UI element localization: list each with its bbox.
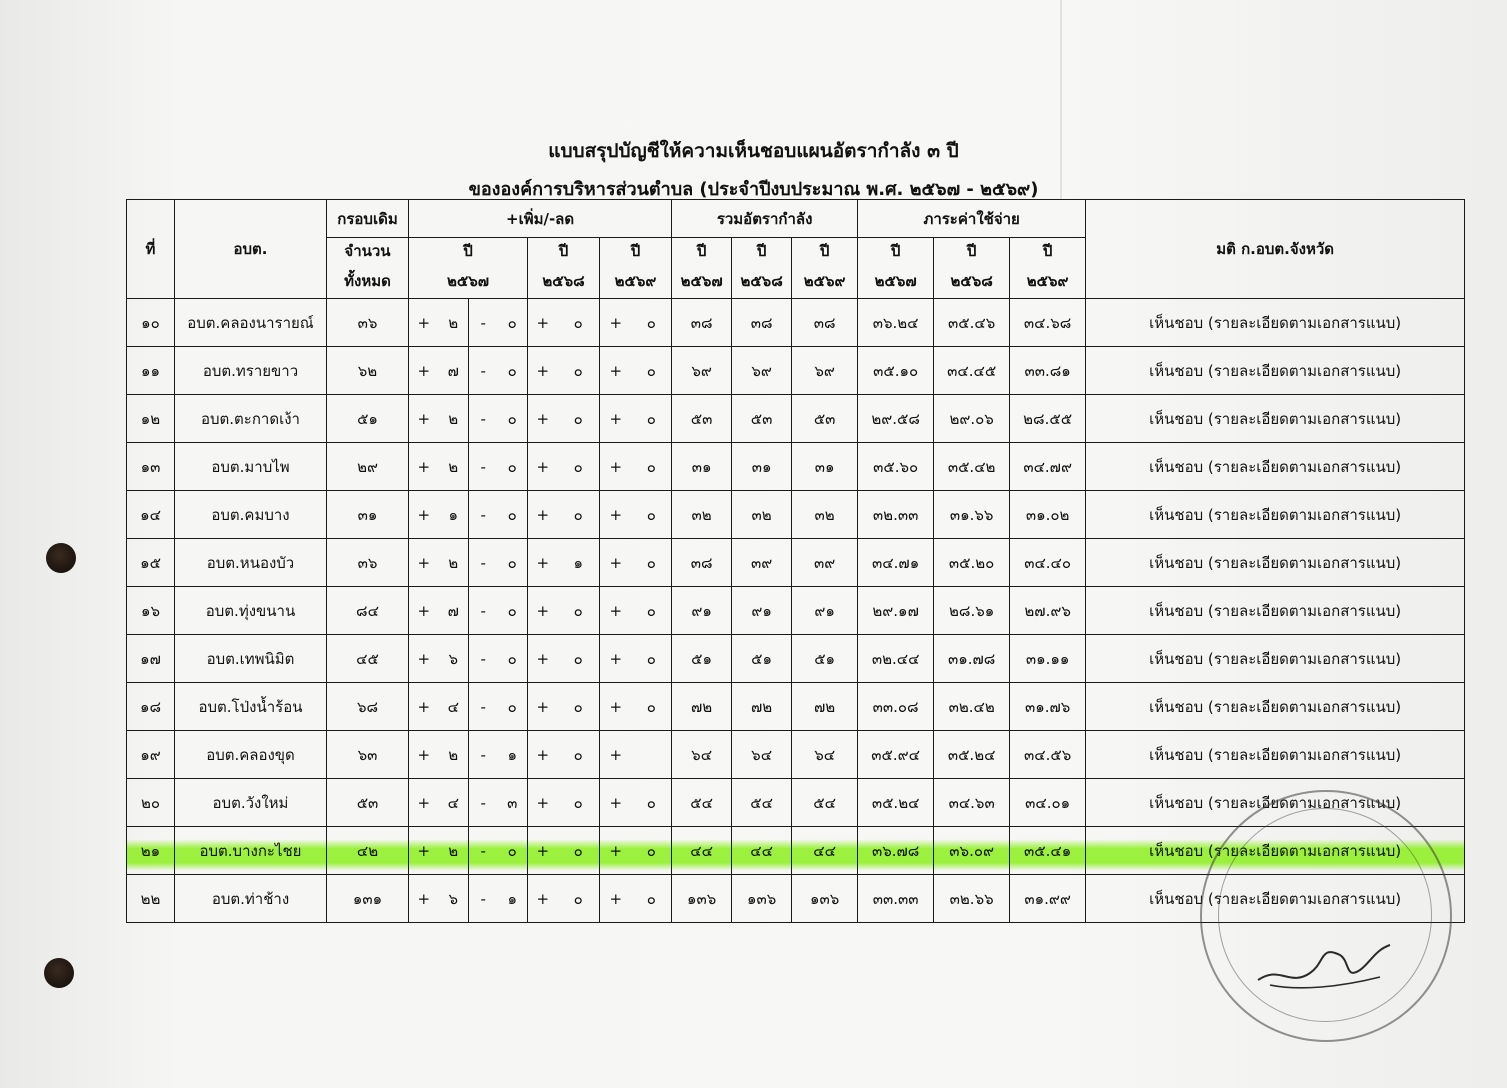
plus-sign-2568-cell: +	[528, 875, 558, 923]
total-2568-cell: ๖๙	[732, 347, 792, 395]
expense-2567-cell: ๓๕.๒๔	[858, 779, 934, 827]
org-name-cell: อบต.บางกะไชย	[175, 827, 327, 875]
change-2569-cell: ๐	[632, 347, 672, 395]
header-change-year69: ๒๕๖๙	[600, 264, 672, 299]
plus-sign-2569-cell: +	[600, 779, 632, 827]
header-total-year67-word: ปี	[672, 238, 732, 265]
header-resolution: มติ ก.อบต.จังหวัด	[1086, 200, 1465, 299]
header-change: +เพิ่ม/-ลด	[409, 200, 672, 238]
increase-2567-cell: ๒	[439, 443, 469, 491]
header-expense-year68: ๒๕๖๘	[934, 264, 1010, 299]
resolution-cell: เห็นชอบ (รายละเอียดตามเอกสารแนบ)	[1086, 875, 1465, 923]
plus-sign-2567-cell: +	[409, 491, 439, 539]
original-count-cell: ๖๘	[327, 683, 409, 731]
decrease-2567-cell: ๐	[498, 347, 528, 395]
original-count-cell: ๘๔	[327, 587, 409, 635]
original-count-cell: ๔๒	[327, 827, 409, 875]
minus-sign-2567-cell: -	[469, 635, 498, 683]
row-number-cell: ๑๑	[127, 347, 175, 395]
plus-sign-2568-cell: +	[528, 683, 558, 731]
plus-sign-2567-cell: +	[409, 827, 439, 875]
table-row	[127, 443, 1465, 491]
plus-sign-2569-cell: +	[600, 731, 632, 779]
expense-2567-cell: ๓๓.๓๓	[858, 875, 934, 923]
total-2568-cell: ๓๘	[732, 299, 792, 347]
plus-sign-2569-cell: +	[600, 683, 632, 731]
table-row	[127, 635, 1465, 683]
total-2569-cell: ๓๘	[792, 299, 858, 347]
original-count-cell: ๖๓	[327, 731, 409, 779]
change-2568-cell: ๐	[558, 443, 600, 491]
table-row	[127, 491, 1465, 539]
header-change-year67-word: ปี	[409, 238, 528, 265]
change-2568-cell: ๐	[558, 587, 600, 635]
plus-sign-2567-cell: +	[409, 875, 439, 923]
total-2569-cell: ๖๙	[792, 347, 858, 395]
change-2568-cell: ๐	[558, 875, 600, 923]
change-2569-cell: ๐	[632, 875, 672, 923]
decrease-2567-cell: ๐	[498, 635, 528, 683]
plus-sign-2569-cell: +	[600, 875, 632, 923]
expense-2568-cell: ๓๑.๗๘	[934, 635, 1010, 683]
change-2569-cell: ๐	[632, 539, 672, 587]
expense-2568-cell: ๓๕.๔๒	[934, 443, 1010, 491]
total-2567-cell: ๗๒	[672, 683, 732, 731]
org-name-cell: อบต.เทพนิมิต	[175, 635, 327, 683]
minus-sign-2567-cell: -	[469, 731, 498, 779]
increase-2567-cell: ๑	[439, 491, 469, 539]
plus-sign-2569-cell: +	[600, 539, 632, 587]
table-row	[127, 731, 1465, 779]
total-2569-cell: ๕๓	[792, 395, 858, 443]
expense-2567-cell: ๓๕.๑๐	[858, 347, 934, 395]
total-2567-cell: ๔๔	[672, 827, 732, 875]
decrease-2567-cell: ๑	[498, 875, 528, 923]
expense-2568-cell: ๓๕.๒๐	[934, 539, 1010, 587]
minus-sign-2567-cell: -	[469, 587, 498, 635]
minus-sign-2567-cell: -	[469, 347, 498, 395]
plus-sign-2568-cell: +	[528, 587, 558, 635]
decrease-2567-cell: ๐	[498, 395, 528, 443]
change-2569-cell: ๐	[632, 299, 672, 347]
expense-2569-cell: ๓๔.๐๑	[1010, 779, 1086, 827]
plus-sign-2567-cell: +	[409, 347, 439, 395]
row-number-cell: ๑๘	[127, 683, 175, 731]
org-name-cell: อบต.คลองขุด	[175, 731, 327, 779]
table-row	[127, 395, 1465, 443]
header-change-year67: ๒๕๖๗	[409, 264, 528, 299]
header-expense-year69: ๒๕๖๙	[1010, 264, 1086, 299]
row-number-cell: ๑๕	[127, 539, 175, 587]
table-row	[127, 299, 1465, 347]
plus-sign-2568-cell: +	[528, 299, 558, 347]
expense-2568-cell: ๓๕.๔๖	[934, 299, 1010, 347]
change-2569-cell: ๐	[632, 491, 672, 539]
org-name-cell: อบต.ท่าช้าง	[175, 875, 327, 923]
row-number-cell: ๑๓	[127, 443, 175, 491]
plus-sign-2567-cell: +	[409, 587, 439, 635]
plus-sign-2569-cell: +	[600, 491, 632, 539]
expense-2569-cell: ๓๑.๑๑	[1010, 635, 1086, 683]
minus-sign-2567-cell: -	[469, 827, 498, 875]
change-2568-cell: ๐	[558, 299, 600, 347]
org-name-cell: อบต.ตะกาดเง้า	[175, 395, 327, 443]
total-2569-cell: ๙๑	[792, 587, 858, 635]
plus-sign-2568-cell: +	[528, 827, 558, 875]
expense-2569-cell: ๓๔.๔๐	[1010, 539, 1086, 587]
increase-2567-cell: ๖	[439, 875, 469, 923]
total-2569-cell: ๑๓๖	[792, 875, 858, 923]
expense-2567-cell: ๓๒.๓๓	[858, 491, 934, 539]
expense-2569-cell: ๓๔.๕๖	[1010, 731, 1086, 779]
expense-2568-cell: ๓๑.๖๖	[934, 491, 1010, 539]
header-total: รวมอัตรากำลัง	[672, 200, 858, 238]
minus-sign-2567-cell: -	[469, 443, 498, 491]
plus-sign-2569-cell: +	[600, 443, 632, 491]
expense-2568-cell: ๓๔.๖๓	[934, 779, 1010, 827]
org-name-cell: อบต.ทุ่งขนาน	[175, 587, 327, 635]
decrease-2567-cell: ๐	[498, 491, 528, 539]
row-number-cell: ๒๒	[127, 875, 175, 923]
expense-2569-cell: ๓๔.๗๙	[1010, 443, 1086, 491]
row-number-cell: ๒๐	[127, 779, 175, 827]
increase-2567-cell: ๖	[439, 635, 469, 683]
plus-sign-2568-cell: +	[528, 539, 558, 587]
row-number-cell: ๒๑	[127, 827, 175, 875]
total-2568-cell: ๓๒	[732, 491, 792, 539]
total-2568-cell: ๔๔	[732, 827, 792, 875]
expense-2569-cell: ๓๓.๘๑	[1010, 347, 1086, 395]
change-2568-cell: ๐	[558, 827, 600, 875]
header-change-year68: ๒๕๖๘	[528, 264, 600, 299]
total-2569-cell: ๓๑	[792, 443, 858, 491]
plus-sign-2568-cell: +	[528, 491, 558, 539]
row-number-cell: ๑๐	[127, 299, 175, 347]
resolution-cell: เห็นชอบ (รายละเอียดตามเอกสารแนบ)	[1086, 395, 1465, 443]
row-number-cell: ๑๙	[127, 731, 175, 779]
plus-sign-2569-cell: +	[600, 827, 632, 875]
expense-2569-cell: ๓๑.๐๒	[1010, 491, 1086, 539]
org-name-cell: อบต.โป่งน้ำร้อน	[175, 683, 327, 731]
header-total-year69: ๒๕๖๙	[792, 264, 858, 299]
header-original-sub2: ทั้งหมด	[327, 264, 409, 299]
increase-2567-cell: ๔	[439, 779, 469, 827]
header-org: อบต.	[175, 200, 327, 299]
original-count-cell: ๔๕	[327, 635, 409, 683]
change-2568-cell: ๐	[558, 731, 600, 779]
increase-2567-cell: ๒	[439, 731, 469, 779]
change-2568-cell: ๐	[558, 635, 600, 683]
total-2568-cell: ๕๓	[732, 395, 792, 443]
expense-2569-cell: ๓๕.๔๑	[1010, 827, 1086, 875]
plus-sign-2569-cell: +	[600, 587, 632, 635]
original-count-cell: ๑๓๑	[327, 875, 409, 923]
expense-2567-cell: ๒๙.๑๗	[858, 587, 934, 635]
plus-sign-2569-cell: +	[600, 395, 632, 443]
expense-2567-cell: ๓๒.๔๔	[858, 635, 934, 683]
header-expense-year67: ๒๕๖๗	[858, 264, 934, 299]
resolution-cell: เห็นชอบ (รายละเอียดตามเอกสารแนบ)	[1086, 443, 1465, 491]
change-2569-cell: ๐	[632, 635, 672, 683]
total-2569-cell: ๔๔	[792, 827, 858, 875]
plus-sign-2567-cell: +	[409, 779, 439, 827]
header-original: กรอบเดิม	[327, 200, 409, 238]
row-number-cell: ๑๒	[127, 395, 175, 443]
header-total-year68: ๒๕๖๘	[732, 264, 792, 299]
expense-2568-cell: ๓๒.๔๒	[934, 683, 1010, 731]
total-2568-cell: ๓๙	[732, 539, 792, 587]
plus-sign-2567-cell: +	[409, 683, 439, 731]
total-2568-cell: ๓๑	[732, 443, 792, 491]
total-2567-cell: ๕๔	[672, 779, 732, 827]
document-subtitle: ขององค์การบริหารส่วนตำบล (ประจำปีงบประมาณ พ.ศ. ๒๕๖๗ - ๒๕๖๙)	[468, 179, 1039, 200]
expense-2569-cell: ๓๑.๗๖	[1010, 683, 1086, 731]
increase-2567-cell: ๒	[439, 827, 469, 875]
total-2567-cell: ๑๓๖	[672, 875, 732, 923]
change-2568-cell: ๐	[558, 347, 600, 395]
expense-2568-cell: ๓๕.๒๔	[934, 731, 1010, 779]
expense-2567-cell: ๓๖.๗๘	[858, 827, 934, 875]
total-2569-cell: ๓๒	[792, 491, 858, 539]
total-2569-cell: ๓๙	[792, 539, 858, 587]
decrease-2567-cell: ๐	[498, 587, 528, 635]
resolution-cell: เห็นชอบ (รายละเอียดตามเอกสารแนบ)	[1086, 347, 1465, 395]
expense-2569-cell: ๓๔.๖๘	[1010, 299, 1086, 347]
total-2568-cell: ๕๑	[732, 635, 792, 683]
total-2567-cell: ๕๑	[672, 635, 732, 683]
change-2568-cell: ๐	[558, 683, 600, 731]
plus-sign-2567-cell: +	[409, 731, 439, 779]
expense-2569-cell: ๒๗.๙๖	[1010, 587, 1086, 635]
total-2567-cell: ๓๒	[672, 491, 732, 539]
original-count-cell: ๕๓	[327, 779, 409, 827]
total-2569-cell: ๗๒	[792, 683, 858, 731]
decrease-2567-cell: ๓	[498, 779, 528, 827]
document-title: แบบสรุปบัญชีให้ความเห็นชอบแผนอัตรากำลัง ๓ ปี	[548, 140, 959, 162]
plus-sign-2568-cell: +	[528, 635, 558, 683]
expense-2569-cell: ๓๑.๙๙	[1010, 875, 1086, 923]
plus-sign-2567-cell: +	[409, 539, 439, 587]
resolution-cell: เห็นชอบ (รายละเอียดตามเอกสารแนบ)	[1086, 731, 1465, 779]
handwritten-signature	[1250, 925, 1400, 995]
expense-2568-cell: ๒๘.๖๑	[934, 587, 1010, 635]
change-2569-cell: ๐	[632, 395, 672, 443]
change-2568-cell: ๑	[558, 539, 600, 587]
expense-2568-cell: ๓๒.๖๖	[934, 875, 1010, 923]
total-2569-cell: ๕๔	[792, 779, 858, 827]
expense-2567-cell: ๒๙.๕๘	[858, 395, 934, 443]
header-expense-year69-word: ปี	[1010, 238, 1086, 265]
total-2567-cell: ๙๑	[672, 587, 732, 635]
change-2569-cell: ๐	[632, 443, 672, 491]
table-row	[127, 539, 1465, 587]
decrease-2567-cell: ๐	[498, 539, 528, 587]
header-change-year69-word: ปี	[600, 238, 672, 265]
change-2569-cell: ๐	[632, 827, 672, 875]
resolution-cell: เห็นชอบ (รายละเอียดตามเอกสารแนบ)	[1086, 539, 1465, 587]
resolution-cell: เห็นชอบ (รายละเอียดตามเอกสารแนบ)	[1086, 635, 1465, 683]
increase-2567-cell: ๗	[439, 587, 469, 635]
change-2569-cell: ๐	[632, 683, 672, 731]
paper-fold-line	[1060, 0, 1062, 200]
table-row	[127, 347, 1465, 395]
change-2569-cell: ๐	[632, 779, 672, 827]
increase-2567-cell: ๒	[439, 299, 469, 347]
increase-2567-cell: ๔	[439, 683, 469, 731]
total-2567-cell: ๖๔	[672, 731, 732, 779]
row-number-cell: ๑๗	[127, 635, 175, 683]
original-count-cell: ๓๑	[327, 491, 409, 539]
org-name-cell: อบต.ทรายขาว	[175, 347, 327, 395]
original-count-cell: ๕๑	[327, 395, 409, 443]
header-total-year69-word: ปี	[792, 238, 858, 265]
official-seal-stamp	[1200, 790, 1452, 1042]
minus-sign-2567-cell: -	[469, 875, 498, 923]
table-row	[127, 587, 1465, 635]
resolution-cell: เห็นชอบ (รายละเอียดตามเอกสารแนบ)	[1086, 779, 1465, 827]
resolution-cell: เห็นชอบ (รายละเอียดตามเอกสารแนบ)	[1086, 299, 1465, 347]
header-expense-year67-word: ปี	[858, 238, 934, 265]
decrease-2567-cell: ๑	[498, 731, 528, 779]
org-name-cell: อบต.คมบาง	[175, 491, 327, 539]
plus-sign-2567-cell: +	[409, 635, 439, 683]
org-name-cell: อบต.มาบไพ	[175, 443, 327, 491]
total-2568-cell: ๗๒	[732, 683, 792, 731]
plus-sign-2569-cell: +	[600, 347, 632, 395]
total-2568-cell: ๑๓๖	[732, 875, 792, 923]
change-2568-cell: ๐	[558, 491, 600, 539]
expense-2569-cell: ๒๘.๕๕	[1010, 395, 1086, 443]
header-original-sub1: จำนวน	[327, 238, 409, 265]
plus-sign-2567-cell: +	[409, 395, 439, 443]
expense-2568-cell: ๓๔.๔๕	[934, 347, 1010, 395]
original-count-cell: ๓๖	[327, 539, 409, 587]
header-expense-year68-word: ปี	[934, 238, 1010, 265]
expense-2568-cell: ๒๙.๐๖	[934, 395, 1010, 443]
header-total-year67: ๒๕๖๗	[672, 264, 732, 299]
org-name-cell: อบต.หนองบัว	[175, 539, 327, 587]
minus-sign-2567-cell: -	[469, 395, 498, 443]
resolution-cell: เห็นชอบ (รายละเอียดตามเอกสารแนบ)	[1086, 491, 1465, 539]
table-row	[127, 683, 1465, 731]
total-2568-cell: ๙๑	[732, 587, 792, 635]
header-no: ที่	[127, 200, 175, 299]
punch-hole-bottom	[44, 958, 74, 988]
expense-2567-cell: ๓๕.๙๔	[858, 731, 934, 779]
resolution-cell: เห็นชอบ (รายละเอียดตามเอกสารแนบ)	[1086, 683, 1465, 731]
org-name-cell: อบต.วังใหม่	[175, 779, 327, 827]
expense-2567-cell: ๓๓.๐๘	[858, 683, 934, 731]
plus-sign-2567-cell: +	[409, 299, 439, 347]
minus-sign-2567-cell: -	[469, 539, 498, 587]
total-2567-cell: ๖๙	[672, 347, 732, 395]
row-number-cell: ๑๔	[127, 491, 175, 539]
change-2569-cell: ๐	[632, 587, 672, 635]
expense-2567-cell: ๓๖.๒๔	[858, 299, 934, 347]
plus-sign-2569-cell: +	[600, 635, 632, 683]
plus-sign-2569-cell: +	[600, 299, 632, 347]
total-2569-cell: ๖๔	[792, 731, 858, 779]
plus-sign-2567-cell: +	[409, 443, 439, 491]
change-2569-cell	[632, 731, 672, 779]
header-total-year68-word: ปี	[732, 238, 792, 265]
minus-sign-2567-cell: -	[469, 299, 498, 347]
original-count-cell: ๖๒	[327, 347, 409, 395]
header-change-year68-word: ปี	[528, 238, 600, 265]
original-count-cell: ๒๙	[327, 443, 409, 491]
increase-2567-cell: ๗	[439, 347, 469, 395]
minus-sign-2567-cell: -	[469, 491, 498, 539]
resolution-cell: เห็นชอบ (รายละเอียดตามเอกสารแนบ)	[1086, 587, 1465, 635]
original-count-cell: ๓๖	[327, 299, 409, 347]
expense-2567-cell: ๓๕.๖๐	[858, 443, 934, 491]
plus-sign-2568-cell: +	[528, 779, 558, 827]
plus-sign-2568-cell: +	[528, 395, 558, 443]
change-2568-cell: ๐	[558, 395, 600, 443]
total-2567-cell: ๓๘	[672, 299, 732, 347]
total-2567-cell: ๓๘	[672, 539, 732, 587]
row-number-cell: ๑๖	[127, 587, 175, 635]
decrease-2567-cell: ๐	[498, 443, 528, 491]
plus-sign-2568-cell: +	[528, 347, 558, 395]
plus-sign-2568-cell: +	[528, 443, 558, 491]
change-2568-cell: ๐	[558, 779, 600, 827]
resolution-cell: เห็นชอบ (รายละเอียดตามเอกสารแนบ)	[1086, 827, 1465, 875]
total-2568-cell: ๖๔	[732, 731, 792, 779]
header-expense: ภาระค่าใช้จ่าย	[858, 200, 1086, 238]
org-name-cell: อบต.คลองนารายณ์	[175, 299, 327, 347]
decrease-2567-cell: ๐	[498, 299, 528, 347]
minus-sign-2567-cell: -	[469, 683, 498, 731]
total-2567-cell: ๓๑	[672, 443, 732, 491]
plus-sign-2568-cell: +	[528, 731, 558, 779]
expense-2568-cell: ๓๖.๐๙	[934, 827, 1010, 875]
total-2568-cell: ๕๔	[732, 779, 792, 827]
expense-2567-cell: ๓๔.๗๑	[858, 539, 934, 587]
minus-sign-2567-cell: -	[469, 779, 498, 827]
increase-2567-cell: ๒	[439, 539, 469, 587]
total-2569-cell: ๕๑	[792, 635, 858, 683]
punch-hole-top	[46, 543, 76, 573]
decrease-2567-cell: ๐	[498, 827, 528, 875]
decrease-2567-cell: ๐	[498, 683, 528, 731]
increase-2567-cell: ๒	[439, 395, 469, 443]
total-2567-cell: ๕๓	[672, 395, 732, 443]
